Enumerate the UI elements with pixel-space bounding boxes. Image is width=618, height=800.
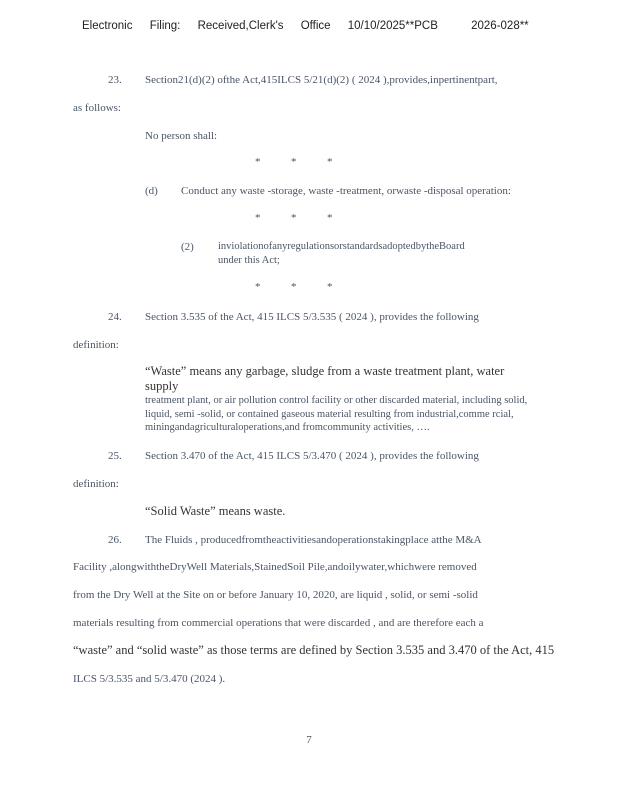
paragraph-text: materials resulting from commercial operations that were discarded , and are therefore each a xyxy=(73,617,484,629)
subsection-text: Conduct any waste -storage, waste -treatment, orwaste -disposal operation: xyxy=(181,185,511,197)
paragraph-text: definition: xyxy=(73,478,119,490)
paragraph-text: Section 3.470 of the Act, 415 ILCS 5/3.470 ( 2024 ), provides the following xyxy=(145,450,479,462)
subsection-label: (2) xyxy=(181,241,194,253)
header-part: 10/10/2025**PCB xyxy=(347,20,438,32)
subsection-label: (d) xyxy=(145,185,158,197)
definition-quote: “Solid Waste” means waste. xyxy=(145,504,286,518)
header-part: Electronic xyxy=(82,20,133,32)
paragraph-text: as follows: xyxy=(73,102,121,114)
filing-header xyxy=(82,20,543,32)
paragraph-number: 26. xyxy=(108,534,122,546)
definition-quote xyxy=(145,365,529,435)
header-part: Received,Clerk's xyxy=(197,20,284,32)
paragraph-text: definition: xyxy=(73,339,119,351)
paragraph-number: 23. xyxy=(108,74,122,86)
definition-rest: treatment plant, or air pollution control facility or other discarded material, including solid, liquid, semi -solid, or contained gaseous material resulting from industrial,comme rcial, miningandagriculturaloperations,and fromcommunity activities, …. xyxy=(145,395,528,433)
paragraph-text: “waste” and “solid waste” as those terms are defined by Section 3.535 and 3.470 of the Act, 415 xyxy=(73,643,555,657)
paragraph-text: Section 3.535 of the Act, 415 ILCS 5/3.535 ( 2024 ), provides the following xyxy=(145,311,479,323)
paragraph-number: 25. xyxy=(108,450,122,462)
paragraph-text: The Fluids , producedfromtheactivitiesandoperationstakingplace atthe M&A xyxy=(145,534,482,546)
paragraph-text: Section21(d)(2) ofthe Act,415ILCS 5/21(d)(2) ( 2024 ),provides,inpertinentpart, xyxy=(145,74,498,86)
header-part: 2026-028** xyxy=(471,20,529,32)
header-part: Office xyxy=(300,20,331,32)
paragraph-text: Facility ,alongwiththeDryWell Materials,StainedSoil Pile,andoilywater,whichwere removed xyxy=(73,561,477,573)
page-number: 7 xyxy=(306,734,312,746)
paragraph-number: 24. xyxy=(108,311,122,323)
paragraph-text: ILCS 5/3.535 and 5/3.470 (2024 ). xyxy=(73,673,226,685)
quoted-text: No person shall: xyxy=(145,130,218,142)
header-part: Filing: xyxy=(149,20,181,32)
subsection-text: under this Act; xyxy=(218,255,280,266)
paragraph-text: from the Dry Well at the Site on or before January 10, 2020, are liquid , solid, or semi -solid xyxy=(73,589,478,601)
definition-lead: “Waste” means any garbage, sludge from a waste treatment plant, water supply xyxy=(145,364,505,393)
subsection-text: inviolationofanyregulationsorstandardsadoptedbytheBoard xyxy=(218,241,465,252)
